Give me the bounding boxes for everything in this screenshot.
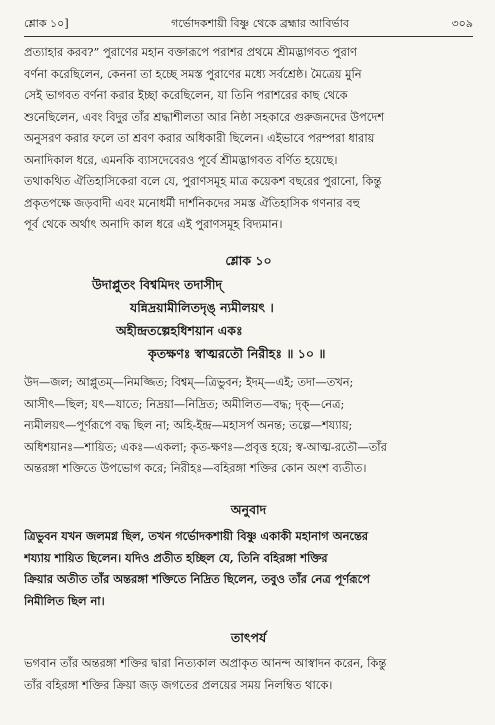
sanskrit-verse xyxy=(24,273,473,365)
page-number: ৩০৯ xyxy=(451,16,473,30)
purport-line: তাঁর বহিরঙ্গা শক্তির ক্রিয়া জড় জগতের প্রলয়ের সময় নিলম্বিত থাকে। xyxy=(24,677,333,692)
translation-line: শয্যায় শায়িত ছিলেন। যদিও প্রতীত হচ্ছিল যে, তিনি বহিরঙ্গা শক্তির xyxy=(24,550,328,565)
synonym-line: আসীৎ—ছিল; যৎ—যাতে; নিদ্রয়া—নিদ্রিত; অমীলিত—বদ্ধ; দৃক্—নেত্র; xyxy=(24,396,345,411)
verse-line: কৃতক্ষণঃ স্বাত্মরতৌ নিরীহঃ ॥ ১০ ॥ xyxy=(148,346,326,361)
translation-paragraph xyxy=(24,526,473,612)
translation-line: ত্রিভুবন যখন জলমগ্ন ছিল, তখন গর্ভোদকশায়ী বিষ্ণু একাকী মহানাগ অনন্তের xyxy=(24,529,369,543)
header-verse-ref: শ্লোক ১০] xyxy=(24,16,69,30)
intro-line: তথাকথিত ঐতিহাসিকেরা বলে যে, পুরাণসমূহ মাত্র কয়েকশ বছরের পুরানো, কিন্তু xyxy=(24,174,382,188)
verse-heading: শ্লোক ১০ xyxy=(225,253,272,268)
intro-line: অনুসরণ করার ফলে তা শ্রবণ করার অধিকারী ছিলেন। এইভাবে পরম্পরা ধারায় xyxy=(24,131,375,145)
verse-line: উদাপ্লুতং বিশ্বমিদং তদাসীদ্ xyxy=(92,277,223,292)
synonyms-paragraph xyxy=(24,372,473,480)
purport-line: ভগবান তাঁর অন্তরঙ্গা শক্তির দ্বারা নিত্যকাল অপ্রাকৃত আনন্দ আস্বাদন করেন, কিন্তু xyxy=(24,656,387,670)
purport-heading: তাৎপর্য xyxy=(230,630,267,645)
header-rule xyxy=(24,36,473,37)
intro-line: অনাদিকাল ধরে, এমনকি ব্যাসদেবেরও পূর্বে শ্রীমদ্ভাগবত বর্ণিত হয়েছে। xyxy=(24,152,338,167)
intro-line: প্রকৃতপক্ষে জড়বাদী এবং মনোধর্মী দার্শনিকদের সমস্ত ঐতিহাসিক গণনার বহু xyxy=(24,195,360,210)
intro-paragraph xyxy=(24,42,473,236)
intro-line: সেই ভাগবত বর্ণনা করার ইচ্ছা করেছিলেন, যা তিনি পরাশরের কাছ থেকে xyxy=(24,88,348,102)
synonym-line: অন্তরঙ্গা শক্তিতে উপভোগ করে; নিরীহঃ—বহিরঙ্গা শক্তির কোন অংশ ব্যতীত। xyxy=(24,461,367,475)
synonym-line: অধিশয়ানঃ—শায়িত; একঃ—একলা; কৃত-ক্ষণঃ—প্রবৃত্ত হয়ে; স্ব-আত্ম-রতৌ—তাঁর xyxy=(24,439,387,454)
intro-line: পূর্ব থেকে অর্থাৎ অনাদি কাল ধরে এই পুরাণসমূহ বিদ্যমান। xyxy=(24,217,283,231)
verse-line: অহীন্দ্রতল্পেহধিশয়ান একঃ xyxy=(116,323,243,338)
running-header xyxy=(24,14,473,34)
translation-line: ক্রিয়ার অতীত তাঁর অন্তরঙ্গা শক্তিতে নিদ্রিত ছিলেন, তবুও তাঁর নেত্র পূর্ণরূপে xyxy=(24,572,370,586)
verse-line: যন্নিদ্রয়ামীলিতদৃঙ্ ন্যমীলয়ৎ । xyxy=(130,300,274,315)
translation-heading: অনুবাদ xyxy=(230,502,267,517)
synonym-line: ন্যমীলয়ৎ—পূর্ণরূপে বদ্ধ ছিল না; অহি-ইন্দ্র—মহাসর্প অনন্ত; তল্পে—শয্যায়; xyxy=(24,418,353,432)
translation-line: নিমীলিত ছিল না। xyxy=(24,593,105,608)
synonym-line: উদ—জল; আপ্লুতম্—নিমজ্জিত; বিশ্বম্—ত্রিভুবন; ইদম্—এই; তদা—তখন; xyxy=(24,375,354,389)
intro-line: বর্ণনা করেছিলেন, কেননা তা হচ্ছে সমস্ত পুরাণের মধ্যে সর্বশ্রেষ্ঠ। মৈত্রেয় মুনি xyxy=(24,66,362,81)
intro-line: শুনেছিলেন, এবং বিদুর তাঁর শ্রদ্ধাশীলতা আর নিষ্ঠা সহকারে গুরুজনদের উপদেশ xyxy=(24,109,385,124)
intro-line: প্রত্যাহার করব?” পুরাণের মহান বক্তারূপে পরাশর প্রথমে শ্রীমদ্ভাগবত পুরাণ xyxy=(24,45,357,59)
purport-paragraph xyxy=(24,653,473,696)
header-chapter-title: গর্ভোদকশায়ী বিষ্ণু থেকে ব্রহ্মার আবির্ভাব xyxy=(171,16,350,30)
